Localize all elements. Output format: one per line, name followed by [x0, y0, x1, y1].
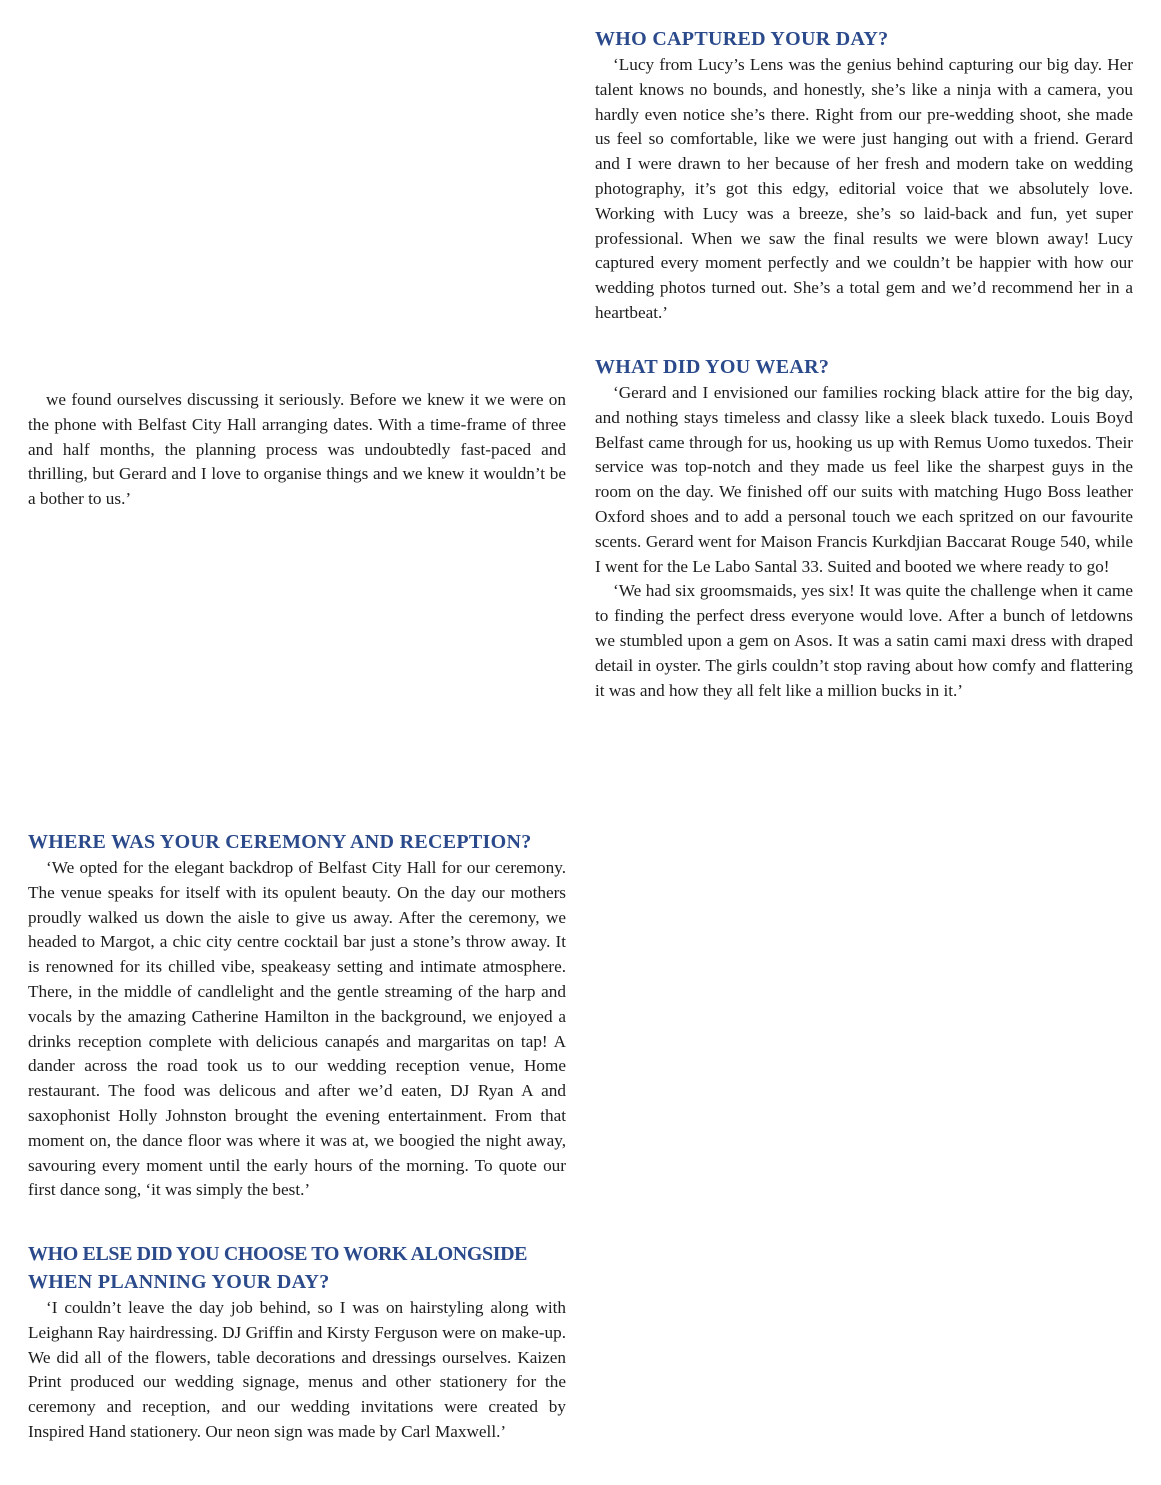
attire-heading: WHAT DID YOU WEAR? — [595, 356, 830, 378]
suppliers-heading-line1: WHO ELSE DID YOU CHOOSE TO WORK ALONGSIDE — [28, 1243, 528, 1265]
photographer-section — [595, 25, 1133, 326]
attire-paragraph-1: ‘Gerard and I envisioned our families rocking black attire for the big day, and nothing stays timeless and classy like a sleek black tuxedo. Louis Boyd Belfast came through for us, hooking us up with Remus Uomo tuxedos. Their service was top-notch and they made us feel like the sharpest guys in the room on the day. We finished off our suits with matching Hugo Boss leather Oxford shoes and to add a personal touch we each spritzed on our favourite scents. Gerard went for Maison Francis Kurkdjian Baccarat Rouge 540, while I went for the Le Labo Santal 33. Suited and booted we where ready to go! — [595, 383, 1133, 576]
photographer-heading: WHO CAPTURED YOUR DAY? — [595, 28, 889, 50]
intro-continuation-paragraph: we found ourselves discussing it seriously. Before we knew it we were on the phone with Belfast City Hall arranging dates. With a time-frame of three and half months, the planning process was undoubtedly fast-paced and thrilling, but Gerard and I love to organise things and we knew it wouldn’t be a bother to us.’ — [28, 390, 566, 509]
photographer-paragraph: ‘Lucy from Lucy’s Lens was the genius behind capturing our big day. Her talent knows no bounds, and honestly, she’s like a ninja with a camera, you hardly even notice she’s there. Right from our pre-wedding shoot, she made us feel so comfortable, like we were just hanging out with a friend. Gerard and I were drawn to her because of her fresh and modern take on wedding photography, it’s got this edgy, editorial voice that we absolutely love. Working with Lucy was a breeze, she’s so laid-back and fun, yet super professional. When we saw the final results we were blown away! Lucy captured every moment perfectly and we couldn’t be happier with how our wedding photos turned out. She’s a total gem and we’d recommend her in a heartbeat.’ — [595, 55, 1133, 322]
ceremony-paragraph: ‘We opted for the elegant backdrop of Belfast City Hall for our ceremony. The venue speaks for itself with its opulent beauty. On the day our mothers proudly walked us down the aisle to give us away. After the ceremony, we headed to Margot, a chic city centre cocktail bar just a stone’s throw away. It is renowned for its chilled vibe, speakeasy setting and intimate atmosphere. There, in the middle of candlelight and the gentle streaming of the harp and vocals by the amazing Catherine Hamilton in the background, we enjoyed a drinks reception complete with delicious canapés and margaritas on tap! A dander across the road took us to our wedding reception venue, Home restaurant. The food was delicous and after we’d eaten, DJ Ryan A and saxophonist Holly Johnston brought the evening entertainment. From that moment on, the dance floor was where it was at, we boogied the night away, savouring every moment until the early hours of the morning. To quote our first dance song, ‘it was simply the best.’ — [28, 858, 566, 1200]
intro-continuation-section — [28, 388, 566, 512]
ceremony-heading: WHERE WAS YOUR CEREMONY AND RECEPTION? — [28, 831, 532, 853]
attire-section — [595, 353, 1133, 703]
suppliers-paragraph: ‘I couldn’t leave the day job behind, so I was on hairstyling along with Leighann Ray hairdressing. DJ Griffin and Kirsty Ferguson were on make-up. We did all of the flowers, table decorations and dressings ourselves. Kaizen Print produced our wedding signage, menus and other stationery for the ceremony and reception, and our wedding invitations were created by Inspired Hand stationery. Our neon sign was made by Carl Maxwell.’ — [28, 1298, 566, 1441]
suppliers-section — [28, 1240, 566, 1445]
ceremony-section — [28, 828, 566, 1203]
suppliers-heading-line2: WHEN PLANNING YOUR DAY? — [28, 1271, 330, 1293]
attire-paragraph-2: ‘We had six groomsmaids, yes six! It was quite the challenge when it came to finding the perfect dress everyone would love. After a bunch of letdowns we stumbled upon a gem on Asos. It was a satin cami maxi dress with draped detail in oyster. The girls couldn’t stop raving about how comfy and flattering it was and how they all felt like a million bucks in it.’ — [595, 581, 1133, 700]
